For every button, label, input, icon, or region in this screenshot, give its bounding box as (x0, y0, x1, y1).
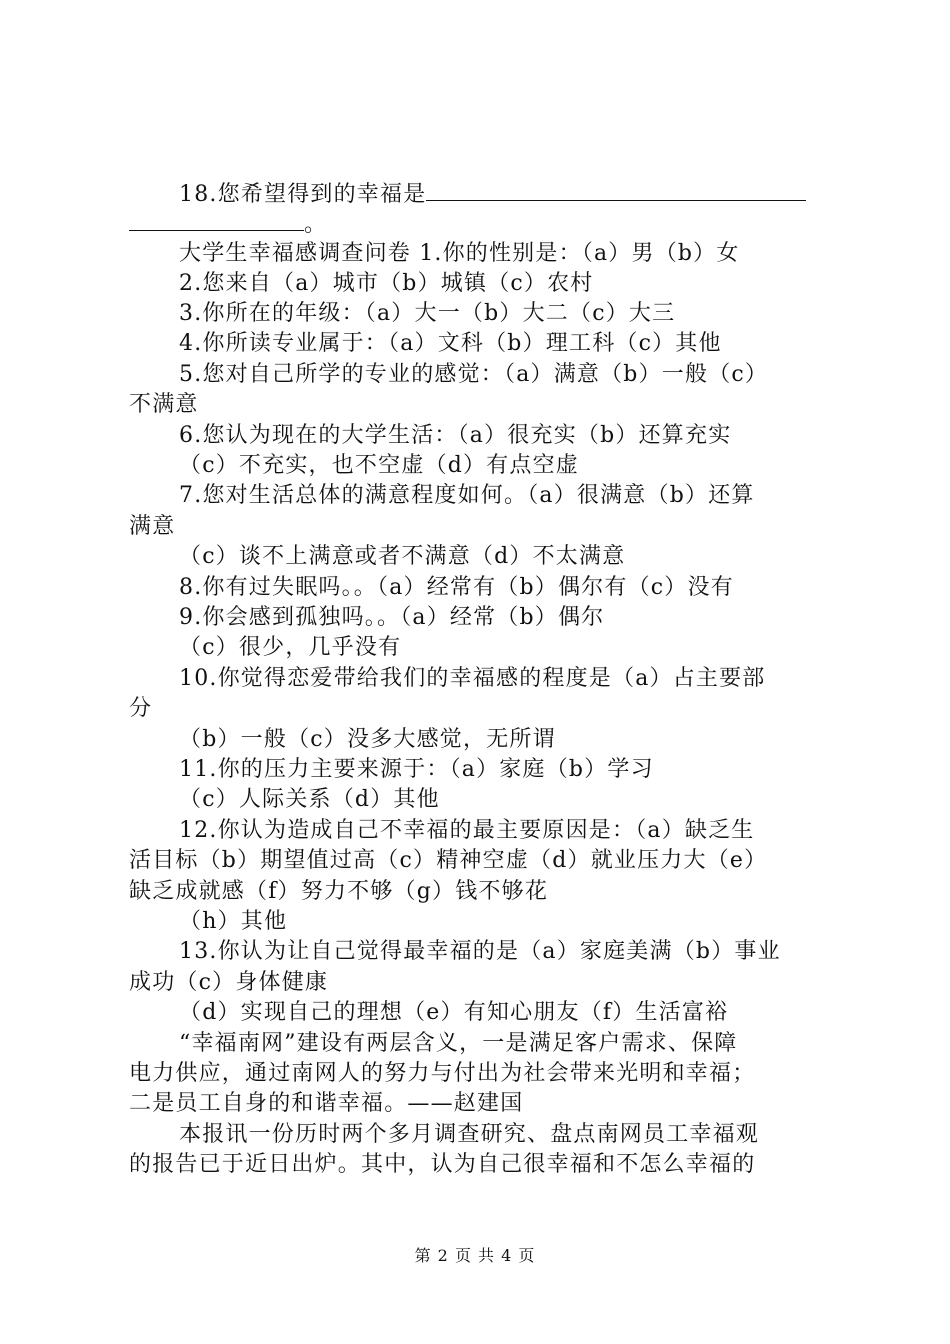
question-7-options: （c）谈不上满意或者不满意（d）不太满意 (179, 544, 626, 569)
page-footer: 第 2 页 共 4 页 (414, 1246, 536, 1265)
paragraph-2-line-1: 本报讯一份历时两个多月调查研究、盘点南网员工幸福观 (179, 1122, 760, 1147)
question-11: 11.你的压力主要来源于：（a）家庭（b）学习 (179, 757, 654, 782)
question-11-options: （c）人际关系（d）其他 (179, 787, 440, 812)
question-9: 9.你会感到孤独吗。。（a）经常（b）偶尔 (179, 605, 605, 630)
question-8: 8.你有过失眠吗。。（a）经常有（b）偶尔有（c）没有 (179, 575, 734, 600)
question-10-options: （b）一般（c）没多大感觉，无所谓 (179, 727, 556, 752)
question-10-cont: 分 (129, 696, 153, 721)
answer-blank-continuation (129, 208, 304, 231)
question-13: 13.你认为让自己觉得最幸福的是（a）家庭美满（b）事业 (179, 939, 781, 964)
survey-title-q1: 大学生幸福感调查问卷 1.你的性别是：（a）男（b）女 (179, 241, 740, 266)
question-18-end: 。 (304, 212, 328, 237)
question-7-cont: 满意 (129, 514, 176, 539)
question-13-cont: 成功（c）身体健康 (129, 970, 329, 995)
question-3: 3.你所在的年级：（a）大一（b）大二（c）大三 (179, 301, 676, 326)
question-18-continuation (129, 208, 834, 240)
answer-blank (426, 178, 806, 201)
question-12-cont-1: 活目标（b）期望值过高（c）精神空虚（d）就业压力大（e） (129, 848, 768, 873)
question-12-cont-2: 缺乏成就感（f）努力不够（g）钱不够花 (129, 879, 549, 904)
question-6: 6.您认为现在的大学生活：（a）很充实（b）还算充实 (179, 423, 732, 448)
paragraph-2-line-2: 的报告已于近日出炉。其中，认为自己很幸福和不怎么幸福的 (129, 1152, 756, 1177)
question-5: 5.您对自己所学的专业的感觉：（a）满意（b）一般（c） (179, 362, 769, 387)
paragraph-1-line-3: 二是员工自身的和谐幸福。——赵建国 (129, 1091, 524, 1116)
question-6-options: （c）不充实，也不空虚（d）有点空虚 (179, 453, 580, 478)
question-4: 4.你所读专业属于：（a）文科（b）理工科（c）其他 (179, 331, 722, 356)
question-10: 10.你觉得恋爱带给我们的幸福感的程度是（a）占主要部 (179, 666, 766, 691)
question-12-options: （h）其他 (179, 909, 288, 934)
paragraph-1-line-1: “幸福南网”建设有两层含义，一是满足客户需求、保障 (179, 1031, 738, 1056)
question-18-text: 18.您希望得到的幸福是 (179, 182, 427, 207)
question-5-cont: 不满意 (129, 392, 199, 417)
question-9-options: （c）很少，几乎没有 (179, 635, 402, 660)
question-13-options: （d）实现自己的理想（e）有知心朋友（f）生活富裕 (179, 1000, 729, 1025)
question-7: 7.您对生活总体的满意程度如何。（a）很满意（b）还算 (179, 483, 755, 508)
question-12: 12.你认为造成自己不幸福的最主要原因是：（a）缺乏生 (179, 818, 755, 843)
question-18 (179, 178, 834, 210)
question-2: 2.您来自（a）城市（b）城镇（c）农村 (179, 271, 594, 296)
paragraph-1-line-2: 电力供应，通过南网人的努力与付出为社会带来光明和幸福； (129, 1061, 756, 1086)
